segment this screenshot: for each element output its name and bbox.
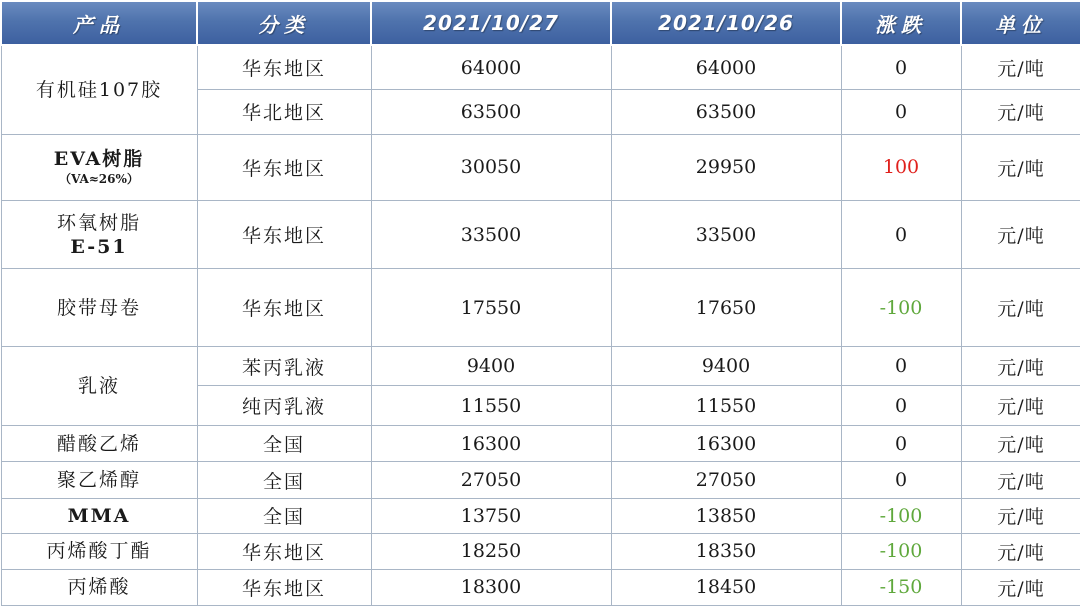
price-date-1: 18250	[371, 534, 611, 569]
product-cell	[1, 569, 197, 605]
change-value: 0	[841, 45, 961, 90]
price-date-1: 13750	[371, 498, 611, 533]
price-date-2: 11550	[611, 386, 841, 425]
header-date-2: 2021/10/26	[611, 1, 841, 45]
product-name: 醋酸乙烯	[56, 432, 141, 455]
price-date-1: 18300	[371, 569, 611, 605]
change-value: 100	[841, 134, 961, 201]
price-date-2: 16300	[611, 425, 841, 461]
price-date-1: 11550	[371, 386, 611, 425]
table-header	[1, 1, 1080, 45]
product-name: 有机硅107胶	[35, 78, 163, 101]
product-cell	[1, 425, 197, 461]
product-cell	[1, 346, 197, 425]
category-cell: 苯丙乳液	[197, 346, 371, 385]
product-subtitle: E-51	[70, 235, 128, 258]
price-date-1: 30050	[371, 134, 611, 201]
price-date-1: 9400	[371, 346, 611, 385]
header-unit: 单位	[961, 1, 1080, 45]
product-cell	[1, 45, 197, 134]
table-row	[1, 134, 1080, 201]
change-value: -100	[841, 534, 961, 569]
price-date-1: 16300	[371, 425, 611, 461]
table-row	[1, 45, 1080, 90]
unit-cell: 元/吨	[961, 90, 1080, 135]
category-cell: 华东地区	[197, 201, 371, 269]
table-row	[1, 201, 1080, 269]
category-cell: 纯丙乳液	[197, 386, 371, 425]
header-change: 涨跌	[841, 1, 961, 45]
product-name: 胶带母卷	[56, 296, 141, 319]
price-date-2: 9400	[611, 346, 841, 385]
category-cell: 华北地区	[197, 90, 371, 135]
unit-cell: 元/吨	[961, 201, 1080, 269]
unit-cell: 元/吨	[961, 425, 1080, 461]
product-cell	[1, 498, 197, 533]
change-value: -100	[841, 269, 961, 347]
table-row	[1, 534, 1080, 569]
unit-cell: 元/吨	[961, 269, 1080, 347]
category-cell: 华东地区	[197, 269, 371, 347]
product-cell	[1, 201, 197, 269]
table-row	[1, 346, 1080, 385]
price-date-2: 18350	[611, 534, 841, 569]
change-value: 0	[841, 90, 961, 135]
header-product: 产品	[1, 1, 197, 45]
product-name: 丙烯酸	[67, 576, 131, 599]
price-date-1: 64000	[371, 45, 611, 90]
change-value: -100	[841, 498, 961, 533]
product-name: 乳液	[77, 374, 120, 397]
unit-cell: 元/吨	[961, 534, 1080, 569]
change-value: -150	[841, 569, 961, 605]
price-date-2: 17650	[611, 269, 841, 347]
table-row	[1, 425, 1080, 461]
change-value: 0	[841, 386, 961, 425]
table-body	[1, 45, 1080, 606]
category-cell: 全国	[197, 498, 371, 533]
price-date-2: 27050	[611, 462, 841, 498]
price-date-2: 29950	[611, 134, 841, 201]
product-cell	[1, 534, 197, 569]
table-row	[1, 462, 1080, 498]
product-cell	[1, 462, 197, 498]
product-name: 丙烯酸丁酯	[46, 540, 152, 563]
unit-cell: 元/吨	[961, 134, 1080, 201]
price-date-2: 13850	[611, 498, 841, 533]
product-name: EVA树脂	[53, 148, 145, 171]
change-value: 0	[841, 425, 961, 461]
category-cell: 华东地区	[197, 534, 371, 569]
product-name: MMA	[67, 504, 131, 527]
unit-cell: 元/吨	[961, 386, 1080, 425]
product-name: 聚乙烯醇	[56, 469, 141, 491]
header-row	[1, 1, 1080, 45]
category-cell: 华东地区	[197, 134, 371, 201]
table-row	[1, 498, 1080, 533]
price-date-2: 18450	[611, 569, 841, 605]
unit-cell: 元/吨	[961, 45, 1080, 90]
table-row	[1, 569, 1080, 605]
table-row	[1, 269, 1080, 347]
unit-cell: 元/吨	[961, 498, 1080, 533]
unit-cell: 元/吨	[961, 462, 1080, 498]
product-cell	[1, 269, 197, 347]
price-date-2: 64000	[611, 45, 841, 90]
price-date-1: 63500	[371, 90, 611, 135]
category-cell: 华东地区	[197, 45, 371, 90]
product-cell	[1, 134, 197, 201]
price-date-1: 27050	[371, 462, 611, 498]
price-date-1: 33500	[371, 201, 611, 269]
product-subtitle: （VA≈26%）	[59, 172, 139, 187]
change-value: 0	[841, 462, 961, 498]
price-date-2: 33500	[611, 201, 841, 269]
header-category: 分类	[197, 1, 371, 45]
change-value: 0	[841, 201, 961, 269]
category-cell: 全国	[197, 462, 371, 498]
category-cell: 华东地区	[197, 569, 371, 605]
unit-cell: 元/吨	[961, 346, 1080, 385]
unit-cell: 元/吨	[961, 569, 1080, 605]
category-cell: 全国	[197, 425, 371, 461]
change-value: 0	[841, 346, 961, 385]
price-date-2: 63500	[611, 90, 841, 135]
header-date-1: 2021/10/27	[371, 1, 611, 45]
product-name: 环氧树脂	[56, 211, 141, 234]
price-date-1: 17550	[371, 269, 611, 347]
